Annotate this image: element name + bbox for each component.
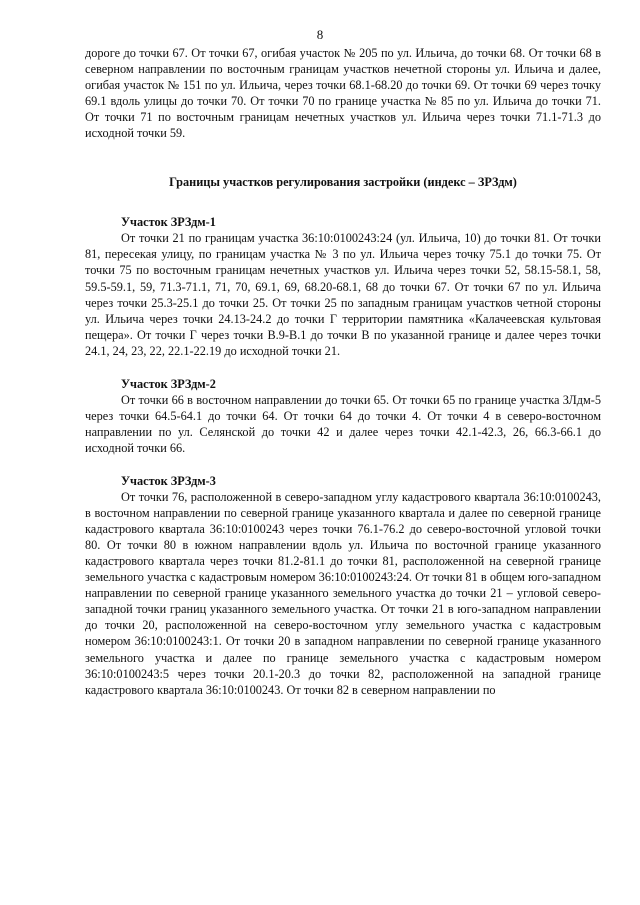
plot-block-zrzdm-2 (85, 376, 601, 456)
document-body (85, 45, 601, 698)
plot-description: От точки 21 по границам участка 36:10:0100243:24 (ул. Ильича, 10) до точки 81. От точки 81, пересекая улицу, по границам участка № 3 по ул. Ильича через точку 75.1 до точки 75. От точки 75 по восточным границам нечетных участков ул. Ильича через точки 52, 58.15-58.1, 58, 59.5-59.1, 59, 71.3-71.1, 71, 70, 69.1, 69, 68.20-68.1, 68 до точки 67. От точки 67 по ул. Ильича через точки 25.3-25.1 до точки 25. От точки 25 по западным границам участков четной стороны ул. Ильича через точки 24.13-24.2 до точки Г территории памятника «Калачеевская культовая пещера». От точки Г через точки В.9-В.1 до точки В по указанной границе и далее через точки 24.1, 24, 23, 22, 22.1-22.19 до исходной точки 21. (85, 231, 601, 358)
plot-block-zrzdm-1 (85, 214, 601, 358)
plot-block-zrzdm-3 (85, 473, 601, 698)
plot-description: От точки 66 в восточном направлении до точки 65. От точки 65 по границе участка ЗЛдм-5 через точки 64.5-64.1 до точки 64. От точки 64 до точки 4. От точки 4 в северо-восточном направлении по ул. Селянской до точки 42 и далее через точки 42.1-42.3, 26, 66.3-66.1 до исходной точки 66. (85, 392, 601, 455)
plot-heading: Участок ЗРЗдм-2 (121, 376, 216, 391)
plot-heading: Участок ЗРЗдм-3 (121, 473, 216, 488)
section-heading: Границы участков регулирования застройки (индекс – ЗРЗдм) (169, 175, 517, 190)
intro-paragraph: дороге до точки 67. От точки 67, огибая участок № 205 по ул. Ильича, до точки 68. От точки 68 в северном направлении по восточным границам участков нечетной стороны ул. Ильича и далее, огибая участок № 151 по ул. Ильича, через точки 68.1-68.20 до точки 69. От точки 69 через точку 69.1 вдоль улицы до точки 70. От точки 70 по границе участка № 85 по ул. Ильича до точки 71. От точки 71 по восточным границам нечетных участков ул. Ильича через точки 71.1-71.3 до исходной точки 59. (85, 46, 601, 141)
plot-description: От точки 76, расположенной в северо-западном углу кадастрового квартала 36:10:0100243, в восточном направлении по северной границе указанного квартала и далее по северной границе кадастрового квартала 36:10:0100243 через точки 76.1-76.2 до северо-восточной угловой точки 80. От точки 80 в южном направлении вдоль ул. Ильича по восточной границе указанного кадастрового квартала через точки 81.2-81.1 до точки 81, расположенной на северной границе земельного участка с кадастровым номером 36:10:0100243:24. От точки 81 в общем юго-западном направлении по северной границе указанного земельного участка до точки 21 – угловой северо-западной точки границ указанного земельного участка. От точки 21 в юго-западном направлении до точки 20, расположенной на северо-восточном углу земельного участка с кадастровым номером 36:10:0100243:1. От точки 20 в западном направлении по северной границе указанного земельного участка и далее по границе земельного участка с кадастровым номером 36:10:0100243:5 через точки 20.1-20.3 до точки 82, расположенной на западной границе кадастрового квартала 36:10:0100243. От точки 82 в северном направлении по (85, 490, 601, 697)
page-number: 8 (316, 27, 324, 42)
plot-heading: Участок ЗРЗдм-1 (121, 215, 216, 230)
